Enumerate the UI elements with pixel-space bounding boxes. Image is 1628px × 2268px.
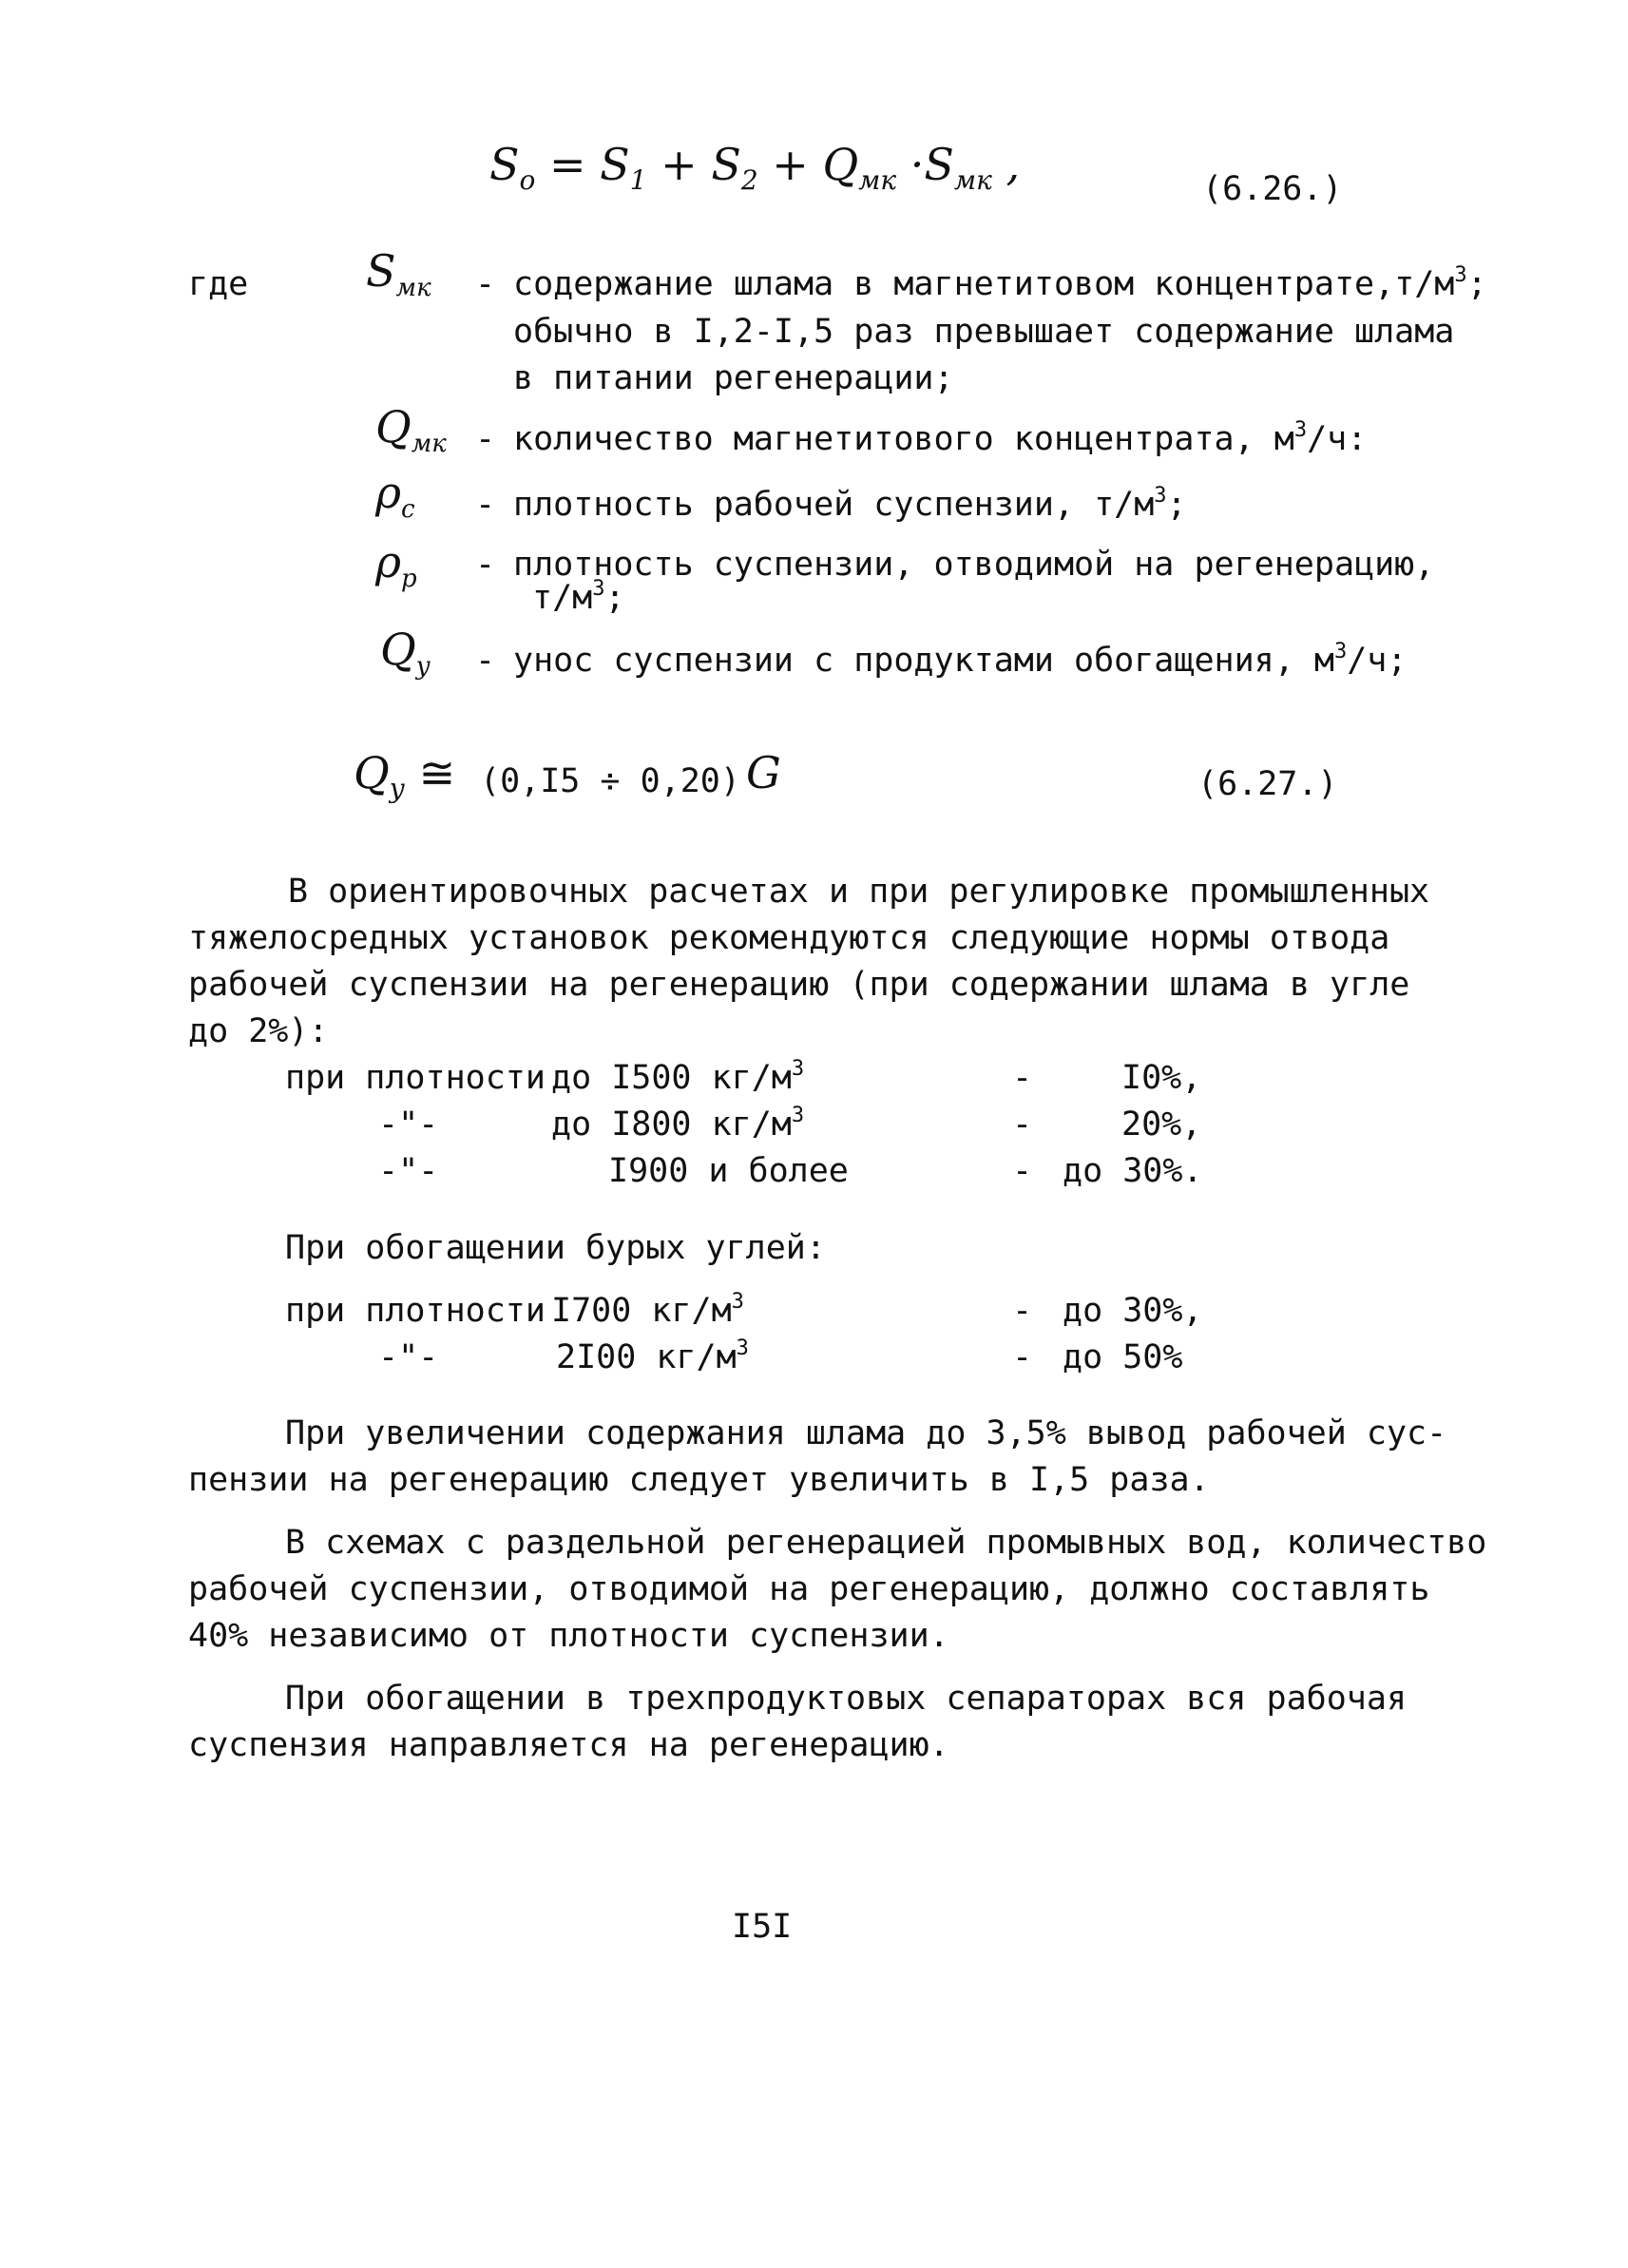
norm-row-2-pct: 20%, bbox=[1121, 1105, 1202, 1144]
def-dash: - bbox=[475, 420, 496, 458]
norm-row-3-pct: до 30%. bbox=[1063, 1152, 1203, 1190]
brown-row-1-label: при плотности bbox=[285, 1292, 546, 1330]
def-dash: - bbox=[475, 265, 496, 303]
def-text-q-mk: количество магнетитового концентрата, $м^3/ч$: bbox=[513, 418, 1368, 458]
def-symbol-rho-p: $\rho_р$ bbox=[375, 536, 417, 594]
where-word: где bbox=[188, 265, 249, 303]
brown-row-1-value: I700 $кг/м^3$ bbox=[551, 1290, 744, 1330]
def-dash: - bbox=[475, 486, 496, 524]
def-text-s-mk-line3: в питании регенерации; bbox=[513, 359, 954, 397]
formula-6-26: $S_o = S_1 + S_2 + Q_{мк} \cdot S_{мк}$ , bbox=[489, 139, 1021, 197]
para3-line1: В схемах с раздельной регенерацией промывных вод, количество bbox=[285, 1524, 1487, 1562]
def-symbol-rho-c: $\rho_с$ bbox=[375, 467, 415, 525]
para1-line2: тяжелосредных установок рекомендуются следующие нормы отвода bbox=[188, 919, 1390, 957]
def-dash: - bbox=[475, 642, 496, 680]
formula-6-27: $Q_у$ ≅ bbox=[354, 747, 456, 805]
brown-row-1-dash: - bbox=[1012, 1292, 1033, 1330]
norm-row-2-value: до I800 $кг/м^3$ bbox=[551, 1104, 805, 1144]
def-symbol-q-y: $Q_у$ bbox=[380, 624, 431, 682]
def-text-s-mk-line1: содержание шлама в магнетитовом $концентрате,т/м^3$; bbox=[513, 263, 1487, 303]
brown-row-2-dash: - bbox=[1012, 1338, 1033, 1376]
norm-row-2-dash: - bbox=[1012, 1105, 1033, 1144]
norm-row-3-value: I900 и более bbox=[608, 1152, 849, 1190]
norm-row-2-label: -"- bbox=[378, 1105, 439, 1144]
norm-row-1-label: при плотности bbox=[285, 1059, 546, 1097]
formula-6-27-number: (6.27.) bbox=[1197, 765, 1338, 803]
def-text-rho-p-line1: плотность суспензии, отводимой на регенерацию, bbox=[513, 546, 1435, 584]
formula-6-27-g: G bbox=[746, 747, 781, 798]
para1-line3: рабочей суспензии на регенерацию (при содержании шлама в угле bbox=[188, 966, 1410, 1004]
brown-heading: При обогащении бурых углей: bbox=[285, 1229, 826, 1267]
page-number: I5I bbox=[732, 1908, 793, 1946]
def-symbol-s-mk: $S_{мк}$ bbox=[366, 245, 431, 303]
def-text-s-mk-line2: обычно в I,2-I,5 раз превышает содержание шлама bbox=[513, 313, 1455, 351]
brown-row-2-label: -"- bbox=[378, 1338, 439, 1376]
def-symbol-q-mk: $Q_{мк}$ bbox=[375, 401, 447, 459]
brown-row-2-value: 2I00 $кг/м^3$ bbox=[556, 1336, 749, 1376]
norm-row-1-dash: - bbox=[1012, 1059, 1033, 1097]
norm-row-1-value: до I500 $кг/м^3$ bbox=[551, 1057, 805, 1097]
formula-6-27-range: (0,I5 ÷ 0,20) bbox=[480, 762, 740, 800]
def-text-rho-c: плотность рабочей суспензии, $т/м^3$; bbox=[513, 484, 1187, 524]
para4-line1: При обогащении в трехпродуктовых сепараторах вся рабочая bbox=[285, 1680, 1408, 1718]
norm-row-3-dash: - bbox=[1012, 1152, 1033, 1190]
def-text-q-y: унос суспензии с продуктами обогащения, $м^3/ч$; bbox=[513, 640, 1408, 680]
norm-row-3-label: -"- bbox=[378, 1152, 439, 1190]
brown-row-2-pct: до 50% bbox=[1063, 1338, 1183, 1376]
def-text-rho-p-line2: $т/м^3$; bbox=[532, 577, 625, 617]
para3-line2: рабочей суспензии, отводимой на регенерацию, должно составлять bbox=[188, 1570, 1430, 1608]
para1-line1: В ориентировочных расчетах и при регулировке промышленных bbox=[288, 873, 1430, 911]
norm-row-1-pct: I0%, bbox=[1121, 1059, 1202, 1097]
para4-line2: суспензия направляется на регенерацию. bbox=[188, 1726, 949, 1764]
brown-row-1-pct: до 30%, bbox=[1063, 1292, 1203, 1330]
para3-line3: 40% независимо от плотности суспензии. bbox=[188, 1617, 949, 1655]
para1-line4: до 2%): bbox=[188, 1012, 329, 1050]
para2-line1: При увеличении содержания шлама до 3,5% вывод рабочей сус- bbox=[285, 1414, 1447, 1452]
def-dash: - bbox=[475, 546, 496, 584]
para2-line2: пензии на регенерацию следует увеличить в I,5 раза. bbox=[188, 1461, 1210, 1499]
formula-6-26-number: (6.26.) bbox=[1202, 170, 1343, 208]
